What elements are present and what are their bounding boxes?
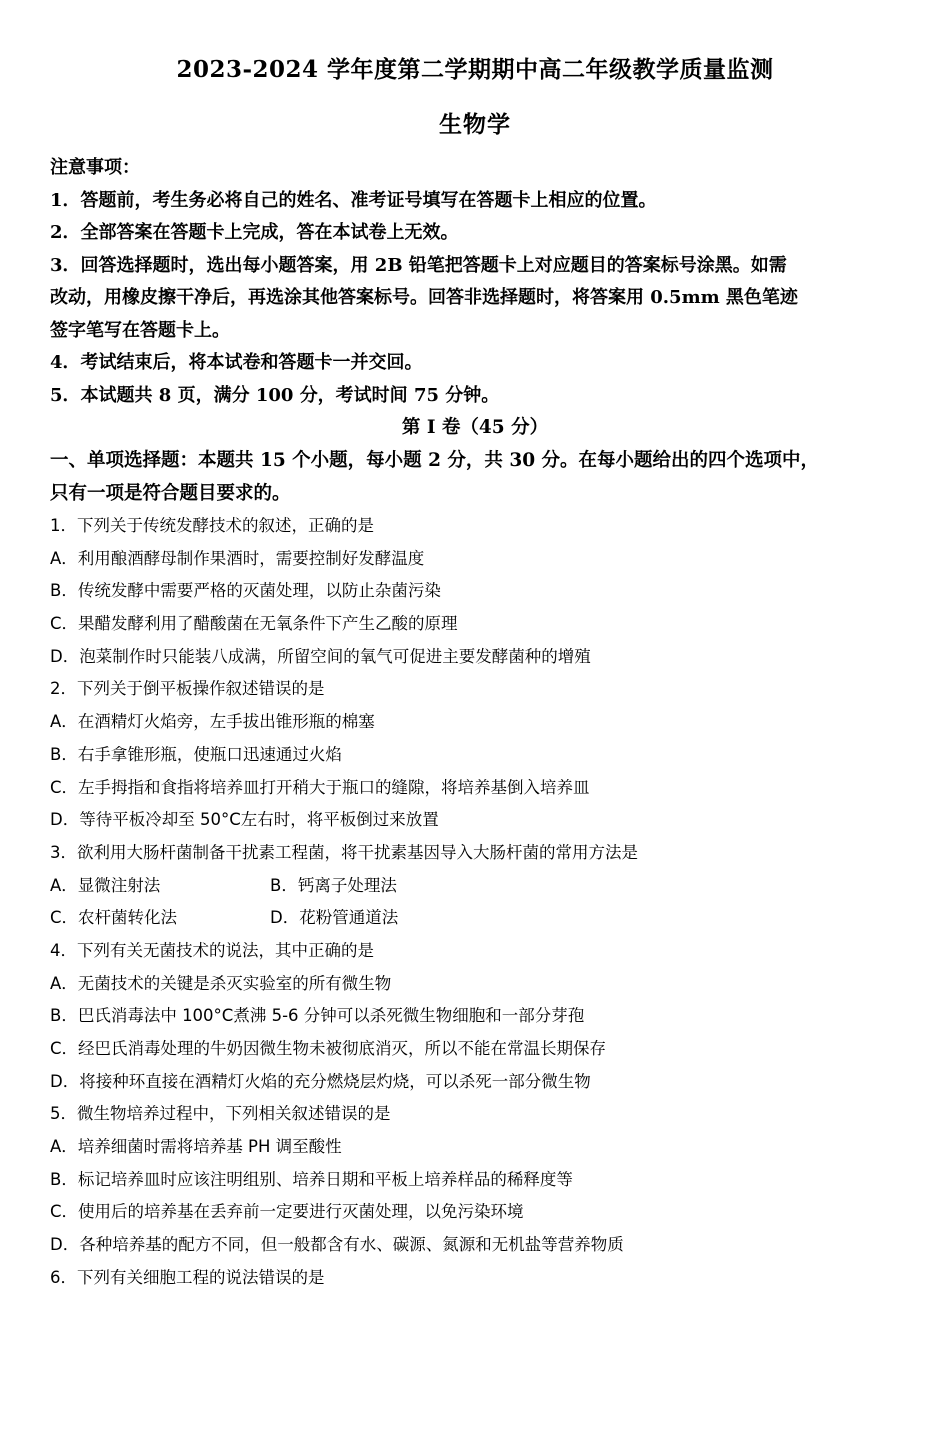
question-1-option-a: A．利用酿酒酵母制作果酒时，需要控制好发酵温度 bbox=[50, 548, 425, 568]
notice-heading: 注意事项： bbox=[50, 157, 140, 178]
question-3-options-row-1 bbox=[50, 870, 920, 903]
question-2-option-c: C．左手拇指和食指将培养皿打开稍大于瓶口的缝隙，将培养基倒入培养皿 bbox=[50, 777, 590, 797]
notice-item-2: 2．全部答案在答题卡上完成，答在本试卷上无效。 bbox=[50, 222, 459, 243]
question-1-option-b: B．传统发酵中需要严格的灭菌处理，以防止杂菌污染 bbox=[50, 581, 441, 601]
question-2-option-d: D．等待平板冷却至 50°C左右时，将平板倒过来放置 bbox=[50, 810, 439, 830]
question-5-option-d: D．各种培养基的配方不同，但一般都含有水、碳源、氮源和无机盐等营养物质 bbox=[50, 1235, 624, 1255]
question-5-option-c: C．使用后的培养基在丢弃前一定要进行灭菌处理，以免污染环境 bbox=[50, 1202, 524, 1222]
notice-item-5: 5．本试题共 8 页，满分 100 分，考试时间 75 分钟。 bbox=[50, 384, 500, 406]
question-3-option-c: C．农杆菌转化法 bbox=[50, 908, 178, 928]
question-2-option-b: B．右手拿锥形瓶，使瓶口迅速通过火焰 bbox=[50, 744, 342, 764]
question-list bbox=[50, 510, 920, 1295]
question-4-stem: 4．下列有关无菌技术的说法，其中正确的是 bbox=[50, 940, 374, 960]
notice-item-1: 1．答题前，考生务必将自己的姓名、准考证号填写在答题卡上相应的位置。 bbox=[50, 189, 657, 211]
question-2-option-a: A．在酒精灯火焰旁，左手拔出锥形瓶的棉塞 bbox=[50, 712, 375, 732]
question-3-options-row-2 bbox=[50, 902, 920, 935]
notice-item-3-line-1: 3．回答选择题时，选出每小题答案，用 2B 铅笔把答题卡上对应题目的答案标号涂黑。如需 bbox=[50, 254, 787, 276]
question-1-option-c: C．果醋发酵利用了醋酸菌在无氧条件下产生乙酸的原理 bbox=[50, 614, 458, 634]
question-6-stem: 6．下列有关细胞工程的说法错误的是 bbox=[50, 1267, 325, 1287]
question-1-stem: 1．下列关于传统发酵技术的叙述，正确的是 bbox=[50, 516, 374, 535]
question-4-option-a: A．无菌技术的关键是杀灭实验室的所有微生物 bbox=[50, 973, 392, 993]
question-2-stem: 2．下列关于倒平板操作叙述错误的是 bbox=[50, 679, 325, 699]
question-3-option-d: D．花粉管通道法 bbox=[270, 908, 399, 928]
question-1-option-d: D．泡菜制作时只能装八成满，所留空间的氧气可促进主要发酵菌种的增殖 bbox=[50, 646, 591, 666]
section-heading-line-1: 一、单项选择题：本题共 15 个小题，每小题 2 分，共 30 分。在每小题给出的四个选项中， bbox=[50, 450, 820, 471]
section-heading bbox=[50, 445, 910, 510]
notice-item-4: 4．考试结束后，将本试卷和答题卡一并交回。 bbox=[50, 352, 423, 373]
exam-subject: 生物学 bbox=[439, 111, 511, 138]
question-5-stem: 5．微生物培养过程中，下列相关叙述错误的是 bbox=[50, 1104, 391, 1124]
question-3-option-a: A．显微注射法 bbox=[50, 875, 161, 895]
section-heading-line-2: 只有一项是符合题目要求的。 bbox=[50, 482, 291, 504]
question-3-stem: 3．欲利用大肠杆菌制备干扰素工程菌，将干扰素基因导入大肠杆菌的常用方法是 bbox=[50, 842, 638, 862]
notice-item-3-line-2: 改动，用橡皮擦干净后，再选涂其他答案标号。回答非选择题时，将答案用 0.5mm 黑色笔迹 bbox=[50, 287, 798, 308]
question-5-option-a: A．培养细菌时需将培养基 PH 调至酸性 bbox=[50, 1137, 342, 1157]
part-title: 第 I 卷（45 分） bbox=[401, 417, 549, 438]
question-4-option-b: B．巴氏消毒法中 100°C煮沸 5-6 分钟可以杀死微生物细胞和一部分芽孢 bbox=[50, 1006, 585, 1026]
question-5-option-b: B．标记培养皿时应该注明组别、培养日期和平板上培养样品的稀释度等 bbox=[50, 1169, 573, 1189]
notice-block bbox=[50, 152, 910, 412]
notice-item-3-line-3: 签字笔写在答题卡上。 bbox=[50, 319, 230, 341]
question-4-option-d: D．将接种环直接在酒精灯火焰的充分燃烧层灼烧，可以杀死一部分微生物 bbox=[50, 1071, 591, 1091]
question-3-option-b: B．钙离子处理法 bbox=[270, 875, 397, 895]
exam-title: 2023-2024 学年度第二学期期中高二年级教学质量监测 bbox=[176, 56, 774, 83]
question-4-option-c: C．经巴氏消毒处理的牛奶因微生物未被彻底消灭，所以不能在常温长期保存 bbox=[50, 1039, 607, 1058]
